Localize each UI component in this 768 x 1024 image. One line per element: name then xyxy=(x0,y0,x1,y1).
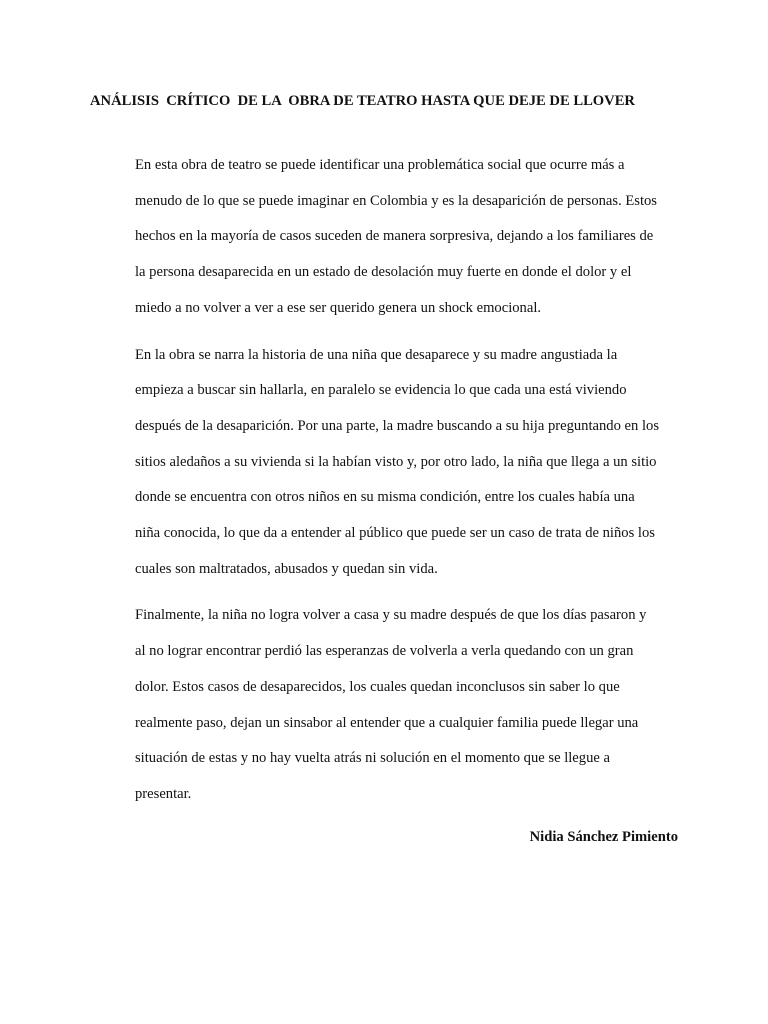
document-body xyxy=(135,148,679,824)
paragraph-3 xyxy=(135,598,679,812)
paragraph-1 xyxy=(135,148,679,327)
text-line: miedo a no volver a ver a ese ser querido genera un shock emocional. xyxy=(135,299,542,316)
text-line: niña conocida, lo que da a entender al público que puede ser un caso de trata de niños los xyxy=(135,525,655,542)
text-line: menudo de lo que se puede imaginar en Colombia y es la desaparición de personas. Estos xyxy=(135,192,657,209)
text-line: sitios aledaños a su vivienda si la habían visto y, por otro lado, la niña que llega a un sitio xyxy=(135,453,657,470)
text-line: cuales son maltratados, abusados y quedan sin vida. xyxy=(135,560,438,577)
text-line: situación de estas y no hay vuelta atrás ni solución en el momento que se llegue a xyxy=(135,750,610,767)
text-line: realmente paso, dejan un sinsabor al entender que a cualquier familia puede llegar una xyxy=(135,714,639,731)
text-line: Finalmente, la niña no logra volver a casa y su madre después de que los días pasaron y xyxy=(135,607,647,624)
text-line: empieza a buscar sin hallarla, en paralelo se evidencia lo que cada una está viviendo xyxy=(135,382,627,399)
text-line: donde se encuentra con otros niños en su misma condición, entre los cuales había una xyxy=(135,489,635,506)
text-line: En la obra se narra la historia de una niña que desaparece y su madre angustiada la xyxy=(135,346,618,363)
paragraph-2 xyxy=(135,338,679,588)
text-line: la persona desaparecida en un estado de desolación muy fuerte en donde el dolor y el xyxy=(135,264,632,281)
text-line: dolor. Estos casos de desaparecidos, los cuales quedan inconclusos sin saber lo que xyxy=(135,678,620,695)
text-line: presentar. xyxy=(135,785,192,802)
text-line: En esta obra de teatro se puede identificar una problemática social que ocurre más a xyxy=(135,157,625,173)
text-line: hechos en la mayoría de casos suceden de manera sorpresiva, dejando a los familiares de xyxy=(135,228,654,245)
author-signature: Nidia Sánchez Pimiento xyxy=(529,829,678,845)
text-line: después de la desaparición. Por una parte, la madre buscando a su hija preguntando en los xyxy=(135,417,659,434)
text-line: al no lograr encontrar perdió las esperanzas de volverla a verla quedando con un gran xyxy=(135,643,634,660)
document-title: ANÁLISIS CRÍTICO DE LA OBRA DE TEATRO HASTA QUE DEJE DE LLOVER xyxy=(90,93,635,109)
